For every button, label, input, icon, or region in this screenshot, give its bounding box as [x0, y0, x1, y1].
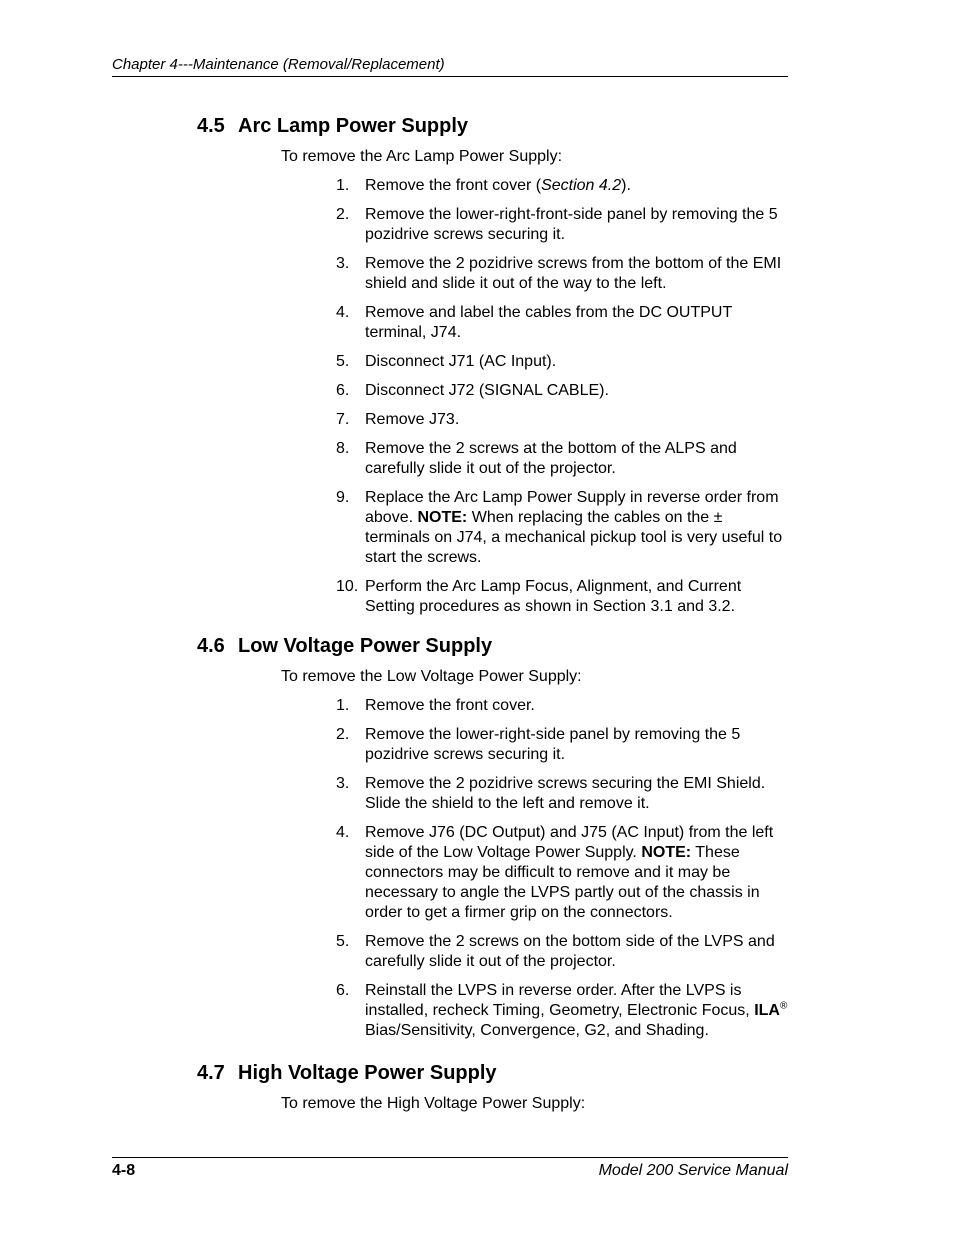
list-item	[336, 176, 788, 196]
step-number: 5.	[336, 933, 350, 950]
list-item	[336, 696, 788, 716]
step-text: Remove the front cover.	[365, 697, 535, 714]
section-heading-high-voltage	[197, 1061, 497, 1085]
step-text: Remove J76 (DC Output) and J75 (AC Input) from the left side of the Low Voltage Power Supply. NOTE: These connectors may be difficult to remove and it may be necessary to angle the LVPS partly out of the chassis in order to get a firmer grip on the connectors.	[365, 824, 774, 921]
section-heading-low-voltage	[197, 634, 492, 658]
step-number: 3.	[336, 255, 350, 272]
step-text: Remove the 2 pozidrive screws securing the EMI Shield. Slide the shield to the left and remove it.	[365, 775, 766, 812]
section-intro: To remove the Low Voltage Power Supply:	[281, 668, 582, 685]
list-item	[336, 981, 788, 1041]
registered-mark: ®	[779, 1000, 788, 1012]
step-text: Disconnect J72 (SIGNAL CABLE).	[365, 382, 609, 399]
note-label: NOTE:	[641, 844, 692, 861]
section-reference: Section 4.2	[541, 177, 622, 194]
section-title: Arc Lamp Power Supply	[238, 115, 469, 137]
step-text: Remove and label the cables from the DC OUTPUT terminal, J74.	[365, 304, 732, 341]
step-list-arc-lamp	[336, 176, 788, 626]
step-number: 1.	[336, 177, 350, 194]
step-number: 2.	[336, 726, 350, 743]
list-item	[336, 410, 788, 430]
step-text: Replace the Arc Lamp Power Supply in reverse order from above. NOTE: When replacing the cables on the ± terminals on J74, a mechanical pickup tool is very useful to start the screws.	[365, 489, 783, 566]
step-number: 3.	[336, 775, 350, 792]
step-text: Remove the lower-right-front-side panel by removing the 5 pozidrive screws securing it.	[365, 206, 778, 243]
step-number: 1.	[336, 697, 350, 714]
list-item	[336, 725, 788, 765]
step-text: Perform the Arc Lamp Focus, Alignment, and Current Setting procedures as shown in Section 3.1 and 3.2.	[365, 578, 742, 615]
step-number: 4.	[336, 304, 350, 321]
list-item	[336, 381, 788, 401]
step-text: Remove J73.	[365, 411, 460, 428]
section-number: 4.6	[197, 635, 225, 657]
step-text: Disconnect J71 (AC Input).	[365, 353, 557, 370]
manual-title: Model 200 Service Manual	[598, 1162, 788, 1179]
step-text: Remove the 2 screws on the bottom side of the LVPS and carefully slide it out of the projector.	[365, 933, 775, 970]
page-number: 4-8	[112, 1162, 136, 1179]
section-intro: To remove the High Voltage Power Supply:	[281, 1095, 586, 1112]
list-item	[336, 352, 788, 372]
step-text: Remove the 2 screws at the bottom of the ALPS and carefully slide it out of the projector.	[365, 440, 737, 477]
list-item	[336, 577, 788, 617]
list-item	[336, 932, 788, 972]
step-number: 6.	[336, 982, 350, 999]
section-number: 4.7	[197, 1062, 225, 1084]
chapter-title: Chapter 4---Maintenance (Removal/Replacement)	[112, 56, 445, 73]
step-number: 4.	[336, 824, 350, 841]
step-text: Remove the lower-right-side panel by removing the 5 pozidrive screws securing it.	[365, 726, 741, 763]
list-item	[336, 439, 788, 479]
step-text: Remove the 2 pozidrive screws from the bottom of the EMI shield and slide it out of the way to the left.	[365, 255, 782, 292]
step-list-low-voltage	[336, 696, 788, 1050]
section-number: 4.5	[197, 115, 225, 137]
step-number: 10.	[336, 578, 359, 595]
brand-name: ILA	[754, 1002, 780, 1019]
step-text: Remove the front cover (Section 4.2).	[365, 177, 631, 194]
step-number: 5.	[336, 353, 350, 370]
section-title: High Voltage Power Supply	[238, 1062, 497, 1084]
list-item	[336, 205, 788, 245]
list-item	[336, 823, 788, 923]
list-item	[336, 303, 788, 343]
section-intro: To remove the Arc Lamp Power Supply:	[281, 148, 563, 165]
step-text: Reinstall the LVPS in reverse order. After the LVPS is installed, recheck Timing, Geometry, Electronic Focus, ILA® Bias/Sensitivity, Convergence, G2, and Shading.	[365, 982, 788, 1039]
step-number: 9.	[336, 489, 350, 506]
list-item	[336, 254, 788, 294]
step-number: 2.	[336, 206, 350, 223]
step-number: 6.	[336, 382, 350, 399]
running-footer	[112, 1157, 788, 1182]
list-item	[336, 488, 788, 568]
list-item	[336, 774, 788, 814]
note-label: NOTE:	[417, 509, 468, 526]
section-heading-arc-lamp	[197, 114, 468, 138]
step-number: 8.	[336, 440, 350, 457]
running-header	[112, 55, 788, 77]
section-title: Low Voltage Power Supply	[238, 635, 493, 657]
step-number: 7.	[336, 411, 350, 428]
